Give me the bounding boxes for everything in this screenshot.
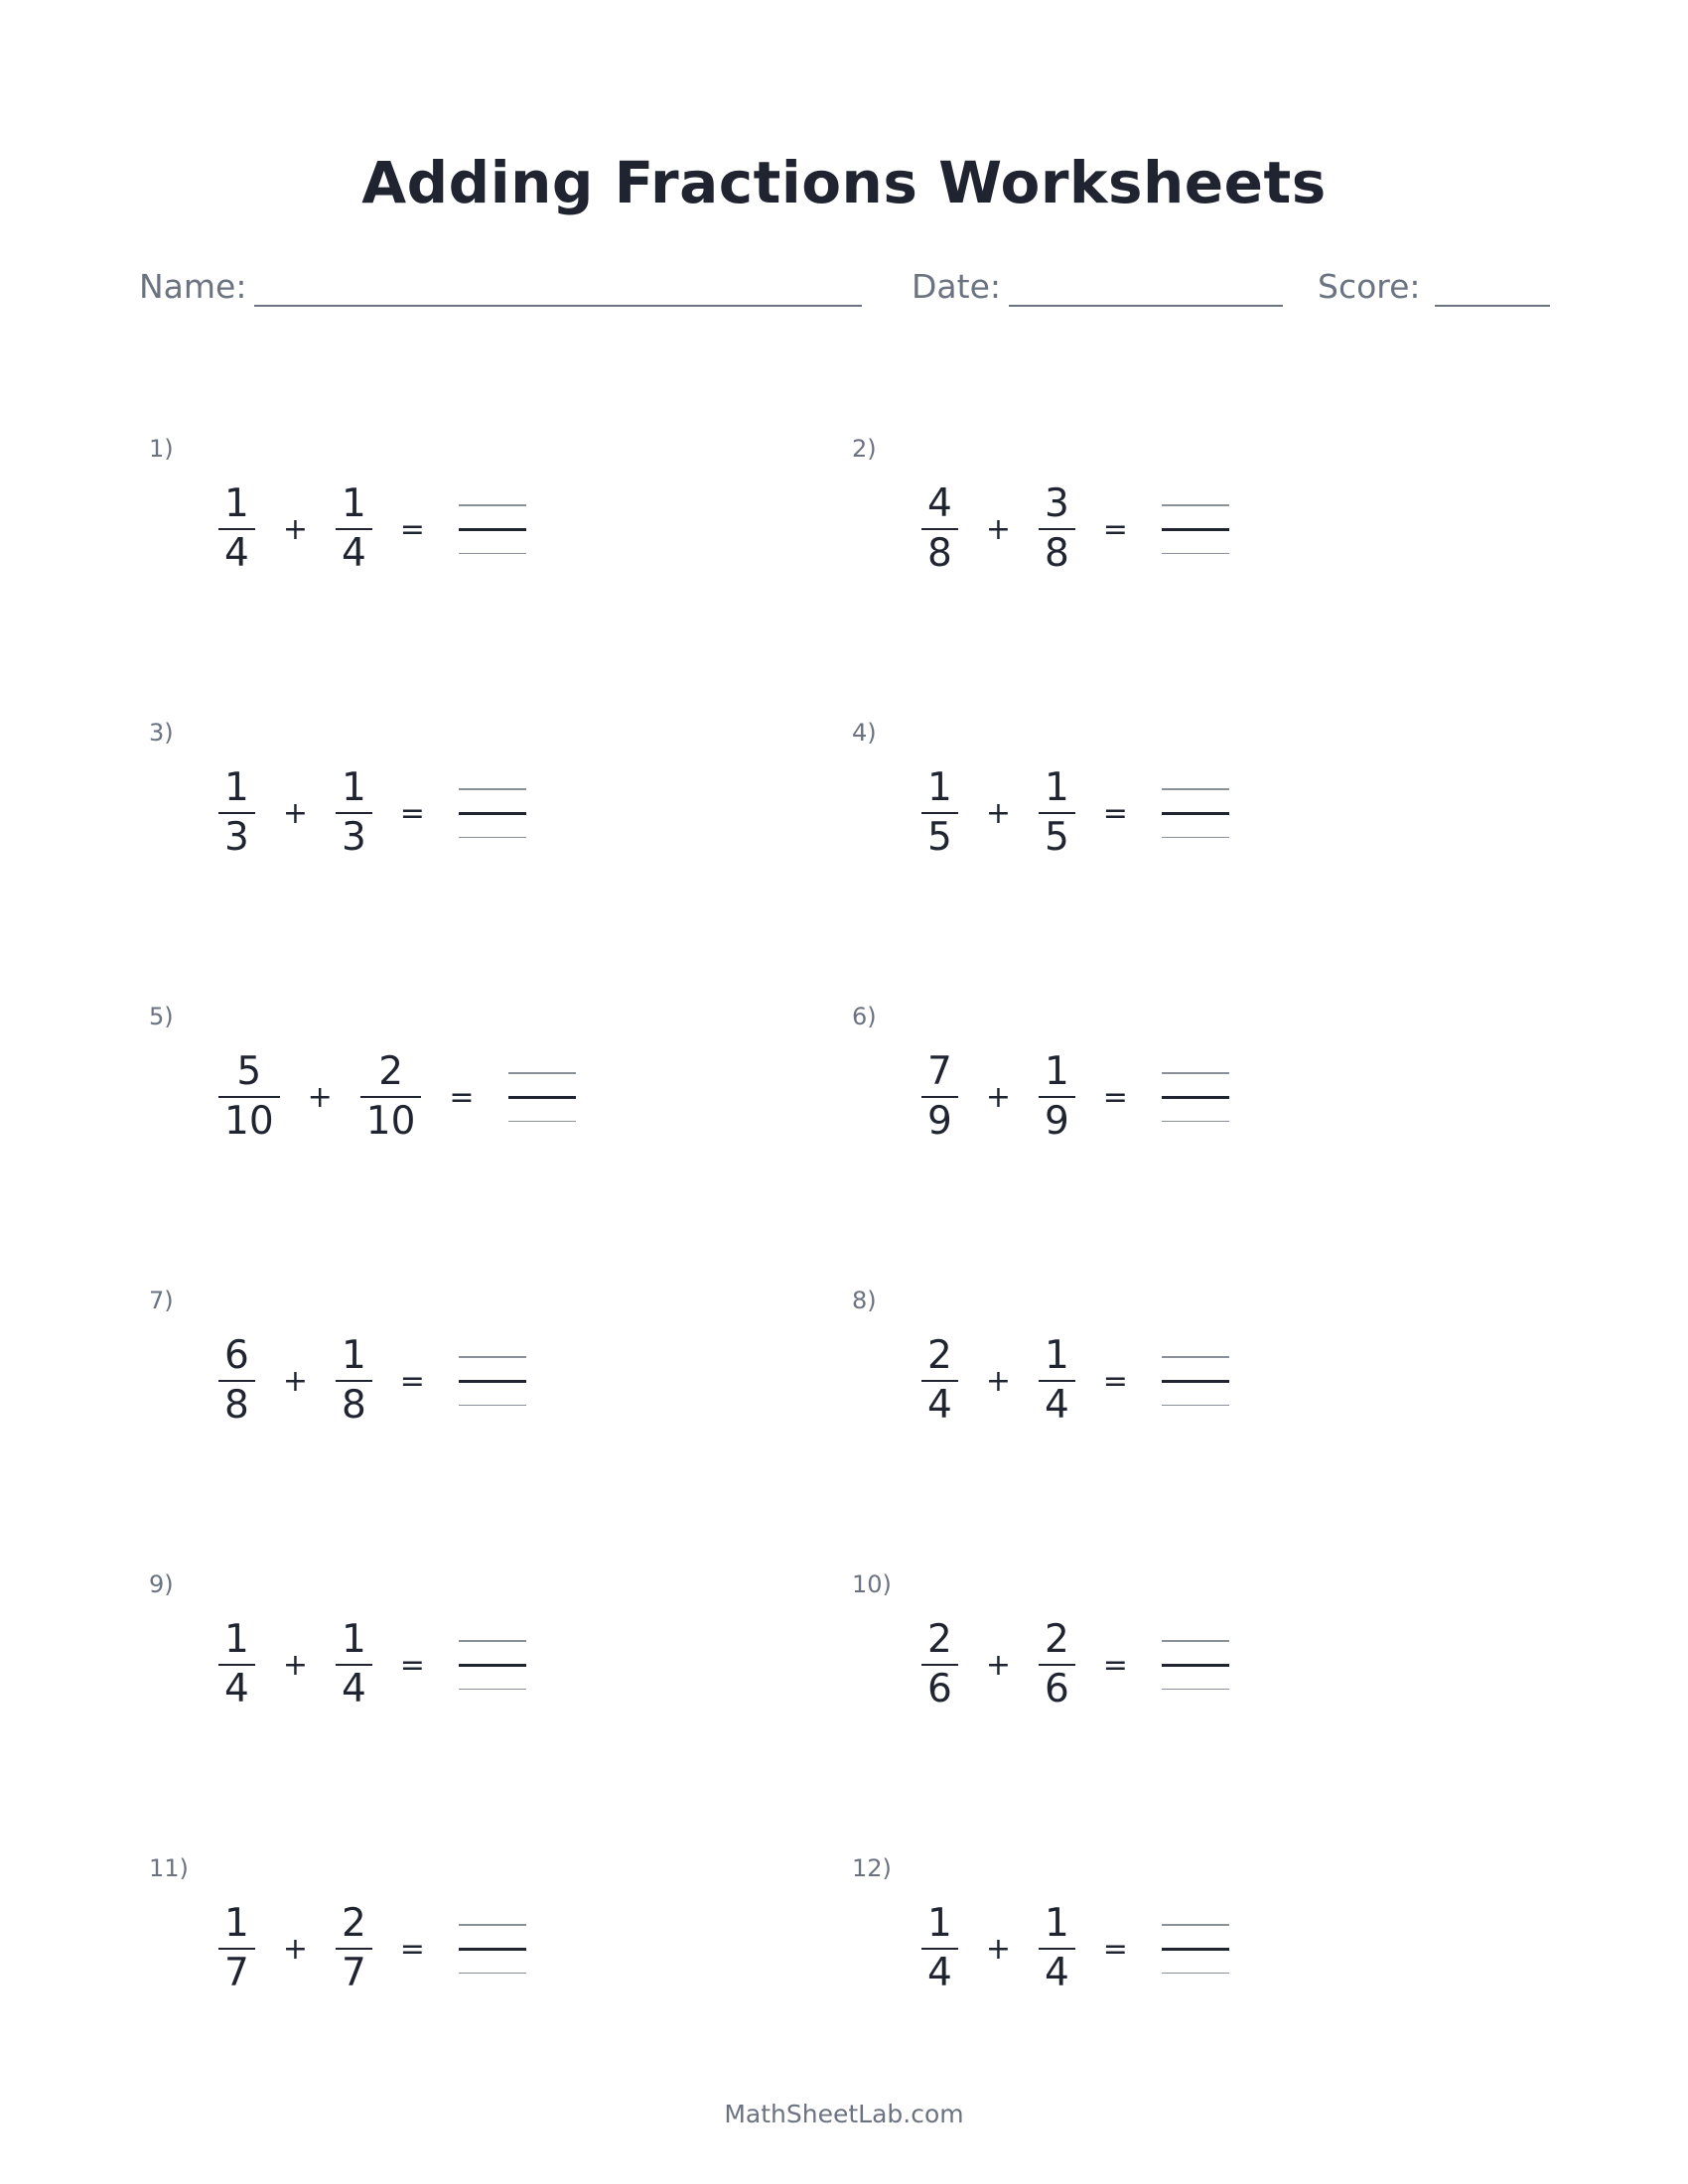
answer-fraction-bar: [459, 1380, 526, 1383]
problem-number: 9): [149, 1570, 174, 1598]
answer-fraction-bar: [1162, 1948, 1229, 1951]
numerator: 2: [927, 1616, 952, 1662]
denominator: 4: [927, 1383, 952, 1429]
denominator: 4: [1044, 1383, 1069, 1429]
fraction-a: [921, 1050, 958, 1145]
denominator: 4: [341, 1667, 366, 1712]
answer-denominator-line[interactable]: [1162, 553, 1229, 555]
plus-sign: +: [282, 1647, 308, 1683]
denominator: 7: [224, 1951, 249, 1996]
problem-number: 10): [852, 1570, 892, 1598]
denominator: 4: [224, 1667, 249, 1712]
problem-number: 8): [852, 1287, 877, 1314]
fraction-bar: [921, 528, 958, 531]
equals-sign: =: [1102, 511, 1128, 547]
numerator: 1: [341, 764, 366, 810]
worksheet-title: Adding Fractions Worksheets: [361, 149, 1327, 216]
fraction-expression: [921, 1326, 1229, 1435]
equals-sign: =: [449, 1079, 475, 1115]
answer-denominator-line[interactable]: [459, 553, 526, 555]
answer-denominator-line[interactable]: [1162, 1973, 1229, 1975]
answer-blank[interactable]: [508, 1067, 576, 1127]
numerator: 1: [927, 1900, 952, 1946]
fraction-expression: [218, 1326, 526, 1435]
numerator: 1: [1044, 1900, 1069, 1946]
date-label: Date:: [912, 267, 1001, 306]
numerator: 2: [1044, 1616, 1069, 1662]
fraction-b: [1039, 1334, 1075, 1429]
problem-5: [149, 1003, 745, 1201]
numerator: 1: [224, 1900, 249, 1946]
answer-numerator-line[interactable]: [1162, 1640, 1229, 1642]
fraction-a: [218, 1334, 255, 1429]
fraction-a: [218, 1902, 255, 1996]
answer-fraction-bar: [1162, 1380, 1229, 1383]
name-field[interactable]: [139, 263, 862, 307]
fraction-expression: [921, 475, 1229, 584]
equals-sign: =: [1102, 795, 1128, 831]
fraction-bar: [336, 1380, 372, 1383]
problem-12: [852, 1854, 1448, 2053]
fraction-bar: [218, 1380, 255, 1383]
answer-fraction-bar: [508, 1096, 576, 1099]
fraction-a: [921, 1902, 958, 1996]
answer-denominator-line[interactable]: [459, 1405, 526, 1407]
fraction-b: [336, 1334, 372, 1429]
fraction-b: [1039, 1902, 1075, 1996]
numerator: 1: [1044, 1332, 1069, 1378]
fraction-bar: [336, 1948, 372, 1951]
denominator: 10: [224, 1099, 274, 1145]
numerator: 7: [927, 1048, 952, 1094]
answer-numerator-line[interactable]: [1162, 788, 1229, 790]
answer-fraction-bar: [459, 1948, 526, 1951]
problem-9: [149, 1570, 745, 1769]
plus-sign: +: [985, 511, 1011, 547]
plus-sign: +: [282, 1931, 308, 1967]
plus-sign: +: [985, 1931, 1011, 1967]
plus-sign: +: [282, 511, 308, 547]
plus-sign: +: [985, 1647, 1011, 1683]
fraction-bar: [336, 812, 372, 815]
problem-number: 2): [852, 435, 877, 463]
answer-numerator-line[interactable]: [459, 1640, 526, 1642]
numerator: 1: [224, 480, 249, 526]
problem-11: [149, 1854, 745, 2053]
problem-8: [852, 1287, 1448, 1485]
fraction-a: [218, 482, 255, 577]
problem-3: [149, 719, 745, 917]
denominator: 4: [1044, 1951, 1069, 1996]
answer-blank[interactable]: [459, 783, 526, 843]
fraction-bar: [1039, 1096, 1075, 1099]
fraction-bar: [1039, 1664, 1075, 1667]
score-field[interactable]: [1318, 263, 1550, 307]
answer-fraction-bar: [459, 528, 526, 531]
denominator: 3: [224, 815, 249, 861]
problem-7: [149, 1287, 745, 1485]
denominator: 9: [927, 1099, 952, 1145]
equals-sign: =: [1102, 1363, 1128, 1399]
fraction-bar: [360, 1096, 422, 1099]
answer-numerator-line[interactable]: [1162, 1924, 1229, 1926]
fraction-bar: [921, 1664, 958, 1667]
numerator: 3: [1044, 480, 1069, 526]
answer-fraction-bar: [1162, 812, 1229, 815]
answer-denominator-line[interactable]: [459, 1689, 526, 1691]
fraction-a: [921, 766, 958, 861]
fraction-bar: [921, 1380, 958, 1383]
fraction-expression: [218, 1610, 526, 1719]
problem-number: 7): [149, 1287, 174, 1314]
denominator: 5: [927, 815, 952, 861]
equals-sign: =: [399, 795, 425, 831]
problem-number: 11): [149, 1854, 189, 1882]
name-label: Name:: [139, 267, 247, 306]
name-line[interactable]: [254, 267, 862, 307]
fraction-b: [1039, 1618, 1075, 1712]
denominator: 4: [224, 531, 249, 577]
denominator: 6: [927, 1667, 952, 1712]
denominator: 4: [927, 1951, 952, 1996]
numerator: 5: [236, 1048, 262, 1094]
denominator: 8: [341, 1383, 366, 1429]
fraction-expression: [218, 758, 526, 868]
numerator: 2: [927, 1332, 952, 1378]
fraction-b: [1039, 1050, 1075, 1145]
fraction-b: [336, 1902, 372, 1996]
answer-fraction-bar: [1162, 528, 1229, 531]
fraction-expression: [218, 1894, 526, 2003]
answer-blank[interactable]: [1162, 1067, 1229, 1127]
answer-denominator-line[interactable]: [459, 837, 526, 839]
student-info-row: [0, 263, 1688, 313]
fraction-b: [360, 1050, 422, 1145]
answer-denominator-line[interactable]: [1162, 837, 1229, 839]
fraction-b: [336, 482, 372, 577]
fraction-bar: [218, 1096, 280, 1099]
answer-blank[interactable]: [459, 1351, 526, 1411]
answer-numerator-line[interactable]: [459, 1924, 526, 1926]
fraction-a: [921, 1618, 958, 1712]
denominator: 8: [224, 1383, 249, 1429]
equals-sign: =: [1102, 1931, 1128, 1967]
fraction-bar: [1039, 528, 1075, 531]
denominator: 8: [927, 531, 952, 577]
score-line[interactable]: [1435, 267, 1550, 307]
denominator: 6: [1044, 1667, 1069, 1712]
answer-blank[interactable]: [1162, 1635, 1229, 1695]
problem-1: [149, 435, 745, 633]
numerator: 1: [224, 764, 249, 810]
fraction-bar: [1039, 1380, 1075, 1383]
answer-blank[interactable]: [1162, 499, 1229, 559]
denominator: 7: [341, 1951, 366, 1996]
fraction-bar: [336, 1664, 372, 1667]
numerator: 1: [341, 1332, 366, 1378]
problem-number: 12): [852, 1854, 892, 1882]
denominator: 10: [365, 1099, 416, 1145]
answer-numerator-line[interactable]: [1162, 1356, 1229, 1358]
problem-number: 1): [149, 435, 174, 463]
problem-2: [852, 435, 1448, 633]
denominator: 4: [341, 531, 366, 577]
answer-blank[interactable]: [1162, 1919, 1229, 1979]
problem-number: 3): [149, 719, 174, 747]
fraction-bar: [921, 1948, 958, 1951]
answer-blank[interactable]: [1162, 783, 1229, 843]
fraction-a: [218, 1618, 255, 1712]
answer-blank[interactable]: [459, 499, 526, 559]
equals-sign: =: [1102, 1079, 1128, 1115]
equals-sign: =: [399, 1647, 425, 1683]
answer-numerator-line[interactable]: [1162, 504, 1229, 506]
denominator: 5: [1044, 815, 1069, 861]
fraction-a: [218, 1050, 280, 1145]
answer-blank[interactable]: [1162, 1351, 1229, 1411]
plus-sign: +: [282, 795, 308, 831]
problem-10: [852, 1570, 1448, 1769]
equals-sign: =: [399, 1931, 425, 1967]
fraction-expression: [921, 758, 1229, 868]
numerator: 4: [927, 480, 952, 526]
fraction-bar: [921, 1096, 958, 1099]
equals-sign: =: [1102, 1647, 1128, 1683]
numerator: 1: [1044, 764, 1069, 810]
problem-number: 6): [852, 1003, 877, 1030]
fraction-bar: [336, 528, 372, 531]
denominator: 9: [1044, 1099, 1069, 1145]
answer-numerator-line[interactable]: [459, 504, 526, 506]
fraction-bar: [218, 528, 255, 531]
fraction-a: [921, 1334, 958, 1429]
numerator: 1: [341, 480, 366, 526]
fraction-bar: [218, 812, 255, 815]
plus-sign: +: [985, 795, 1011, 831]
denominator: 8: [1044, 531, 1069, 577]
plus-sign: +: [282, 1363, 308, 1399]
plus-sign: +: [307, 1079, 333, 1115]
footer-site: MathSheetLab.com: [724, 2100, 964, 2128]
fraction-bar: [218, 1664, 255, 1667]
date-line[interactable]: [1009, 267, 1283, 307]
fraction-expression: [218, 475, 526, 584]
numerator: 1: [341, 1616, 366, 1662]
numerator: 6: [224, 1332, 249, 1378]
equals-sign: =: [399, 1363, 425, 1399]
answer-denominator-line[interactable]: [1162, 1689, 1229, 1691]
fraction-b: [1039, 482, 1075, 577]
denominator: 3: [341, 815, 366, 861]
answer-numerator-line[interactable]: [459, 788, 526, 790]
fraction-expression: [921, 1894, 1229, 2003]
answer-numerator-line[interactable]: [508, 1072, 576, 1074]
answer-numerator-line[interactable]: [1162, 1072, 1229, 1074]
score-label: Score:: [1318, 267, 1421, 306]
fraction-b: [336, 766, 372, 861]
fraction-bar: [1039, 1948, 1075, 1951]
fraction-expression: [218, 1042, 576, 1152]
problem-number: 5): [149, 1003, 174, 1030]
fraction-bar: [921, 812, 958, 815]
answer-denominator-line[interactable]: [459, 1973, 526, 1975]
fraction-b: [336, 1618, 372, 1712]
numerator: 2: [341, 1900, 366, 1946]
answer-fraction-bar: [459, 812, 526, 815]
fraction-bar: [1039, 812, 1075, 815]
numerator: 1: [1044, 1048, 1069, 1094]
answer-fraction-bar: [1162, 1664, 1229, 1667]
plus-sign: +: [985, 1079, 1011, 1115]
problem-6: [852, 1003, 1448, 1201]
answer-blank[interactable]: [459, 1635, 526, 1695]
fraction-bar: [218, 1948, 255, 1951]
problem-number: 4): [852, 719, 877, 747]
numerator: 2: [378, 1048, 404, 1094]
numerator: 1: [927, 764, 952, 810]
problem-4: [852, 719, 1448, 917]
numerator: 1: [224, 1616, 249, 1662]
fraction-a: [218, 766, 255, 861]
answer-fraction-bar: [1162, 1096, 1229, 1099]
answer-numerator-line[interactable]: [459, 1356, 526, 1358]
fraction-expression: [921, 1042, 1229, 1152]
answer-denominator-line[interactable]: [508, 1121, 576, 1123]
answer-blank[interactable]: [459, 1919, 526, 1979]
answer-denominator-line[interactable]: [1162, 1121, 1229, 1123]
equals-sign: =: [399, 511, 425, 547]
answer-fraction-bar: [459, 1664, 526, 1667]
fraction-b: [1039, 766, 1075, 861]
plus-sign: +: [985, 1363, 1011, 1399]
answer-denominator-line[interactable]: [1162, 1405, 1229, 1407]
fraction-expression: [921, 1610, 1229, 1719]
date-field[interactable]: [912, 263, 1283, 307]
fraction-a: [921, 482, 958, 577]
